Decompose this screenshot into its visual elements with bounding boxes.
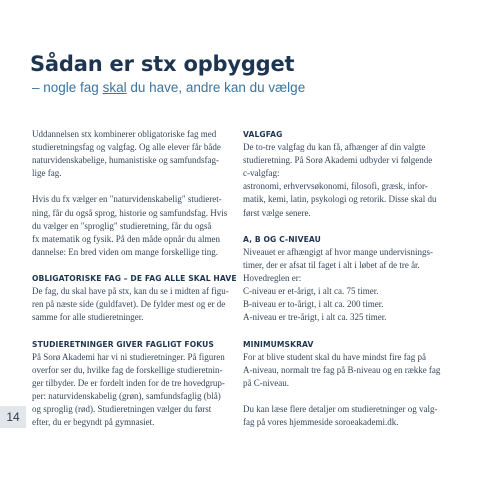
text-line: A-niveau, normalt tre fag på B-niveau og en række fag [243, 364, 441, 375]
subtitle-prefix: – nogle fag [32, 80, 103, 95]
text-line: matik, kemi, latin, psykologi og retorik. Disse skal du [243, 194, 437, 205]
text-line: astronomi, erhvervsøkonomi, filosofi, græsk, infor- [243, 181, 428, 192]
section-heading-obligatoriske-fag: OBLIGATORISKE FAG – DE FAG ALLE SKAL HAVE [32, 274, 237, 284]
text-line: fx matematik og fysik. På den måde opnår du almen [32, 233, 220, 244]
text-line: timer, der er afsat til faget i alt i løbet af de tre år. [243, 259, 420, 270]
text-line: på C-niveau. [243, 377, 289, 388]
text-line: ning, får du også sprog, historie og samfundsfag. Hvis [32, 207, 228, 218]
text-line: overfor ser du, hvilke fag de forskellige studieretnin- [32, 364, 223, 375]
level-a-line: A-niveau er tre-årigt, i alt ca. 325 timer. [243, 312, 387, 323]
text-line: naturvidenskabelige, humanistiske og samfundsfag- [32, 155, 219, 166]
text-line: efter, du er begyndt på gymnasiet. [32, 417, 155, 428]
text-line: først vælge senere. [243, 207, 311, 218]
left-column [32, 128, 240, 442]
studieretninger-paragraph [32, 351, 240, 430]
niveau-paragraph [243, 246, 449, 325]
subtitle-suffix: du have, andre kan du vælge [126, 80, 306, 95]
footer-note-paragraph [243, 403, 449, 429]
text-line: Niveauet er afhængigt af hvor mange undervisnings- [243, 246, 433, 257]
text-line: du vælger en "sproglig" studieretning, får du også [32, 220, 212, 231]
valgfag-paragraph [243, 141, 449, 220]
text-line: For at blive student skal du have mindst fire fag på [243, 351, 426, 362]
text-line: Du kan læse flere detaljer om studieretninger og valg- [243, 403, 438, 414]
text-line: c-valgfag: [243, 168, 280, 179]
text-line: lige fag. [32, 168, 62, 179]
text-line: fag på vores hjemmeside soroeakademi.dk. [243, 417, 399, 428]
section-heading-studieretninger: STUDIERETNINGER GIVER FAGLIGT FOKUS [32, 339, 214, 349]
text-line: studieretning. På Sorø Akademi udbyder vi følgende [243, 155, 433, 166]
text-line: Hovedreglen er: [243, 273, 302, 284]
text-line: De to-tre valgfag du kan få, afhænger af din valgte [243, 142, 426, 153]
right-column [243, 128, 449, 442]
text-line: studieretningsfag og valgfag. Og alle elever får både [32, 142, 221, 153]
text-line: ren på næste side (guldfavet). De fylder mest og er de [32, 299, 226, 310]
section-heading-niveau: A, B OG C-NIVEAU [243, 234, 321, 244]
text-line: ger tilbyder. De er fordelt inden for de tre hovedgrup- [32, 377, 225, 388]
text-line: og sproglig (rød). Studieretningen vælger du først [32, 403, 212, 414]
intro-paragraph [32, 128, 240, 180]
text-line: På Sorø Akademi har vi ni studieretninger. På figuren [32, 351, 225, 362]
subtitle-underlined-word: skal [102, 80, 127, 95]
text-line: Uddannelsen stx kombinerer obligatoriske fag med [32, 129, 217, 139]
section-heading-minimumskrav: MINIMUMSKRAV [243, 339, 314, 349]
text-line: De fag, du skal have på stx, kan du se i midten af figu- [32, 286, 229, 297]
example-paragraph [32, 193, 240, 258]
level-b-line: B-niveau er to-årigt, i alt ca. 200 timer. [243, 299, 384, 310]
page-subtitle [32, 80, 305, 95]
text-line: samme for alle studieretninger. [32, 312, 144, 323]
text-line: Hvis du fx vælger en "naturvidenskabelig" studieret- [32, 194, 222, 205]
minimumskrav-paragraph [243, 351, 449, 390]
text-line: dannelse: En bred viden om mange forskellige ting. [32, 246, 218, 257]
section-heading-valgfag: VALGFAG [243, 130, 283, 139]
text-line: per: naturvidenskabelig (grøn), samfundsfaglig (blå) [32, 390, 221, 401]
level-c-line: C-niveau er et-årigt, i alt ca. 75 timer. [243, 286, 379, 297]
obligatoriske-fag-paragraph [32, 285, 240, 324]
page-title: Sådan er stx opbygget [30, 52, 295, 76]
page-number: 14 [0, 406, 26, 428]
